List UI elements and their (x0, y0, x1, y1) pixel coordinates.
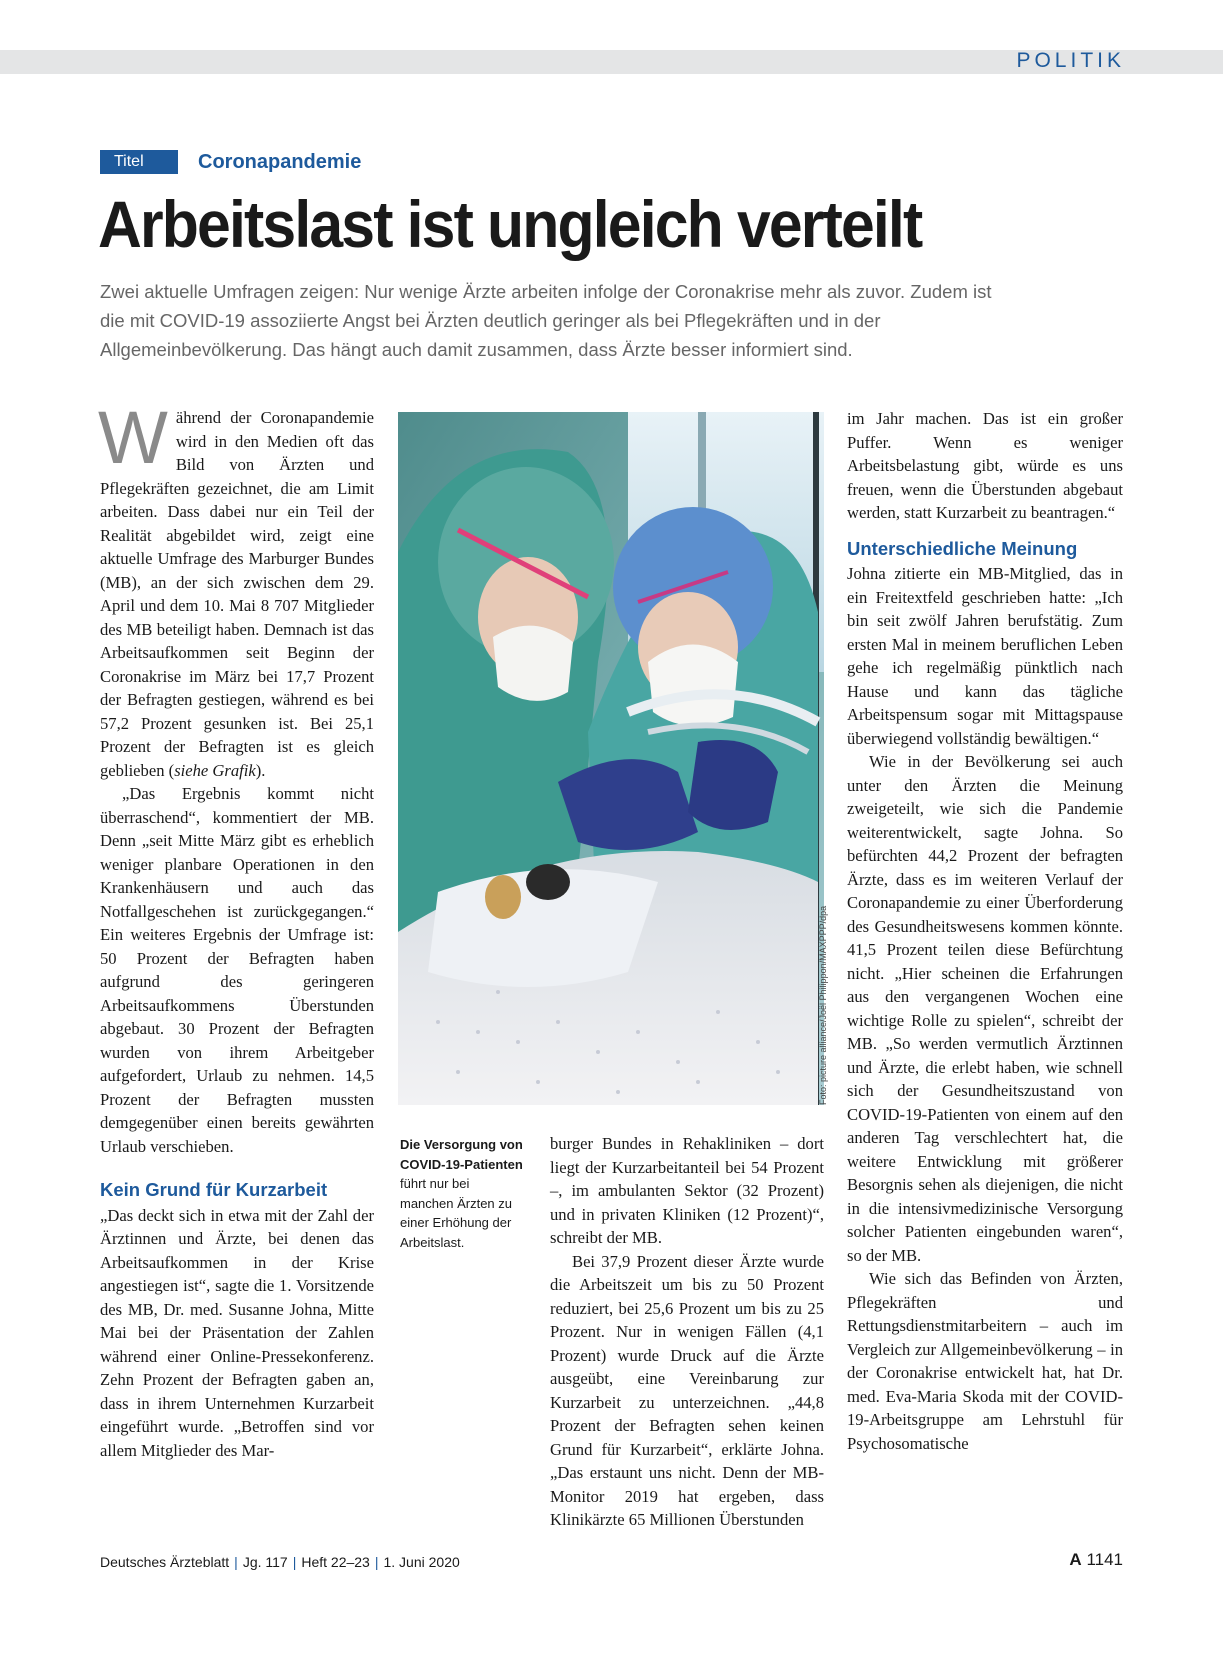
text-column-1 (98, 396, 374, 1462)
page-number (1069, 1550, 1123, 1570)
paragraph (98, 396, 374, 782)
article-lead: Zwei aktuelle Umfragen zeigen: Nur wenige Ärzte arbeiten infolge der Coronakrise mehr als zuvor. Zudem ist die mit COVID-19 assoziierte Angst bei Ärzten deutlich geringer als bei Pflegekräften und in der Allgemeinbevölkerung. Das hängt auch damit zusammen, dass Ärzte besser informiert sind. (100, 281, 992, 360)
figure-reference: siehe Grafik (174, 760, 256, 780)
paragraph: „Das Ergebnis kommt nicht überraschend“, kommentiert der MB. Denn „seit Mitte März gibt es erheblich weniger planbare Operationen in den Krankenhäusern und auch das Notfallgeschehen ist zurückgegangen.“ Ein weiteres Ergebnis der Umfrage ist: 50 Prozent der Befragten haben aufgrund des geringeren Arbeitsaufkommens Überstunden abgebaut. 30 Prozent der Befragten wurden von ihrem Arbeitgeber aufgefordert, Urlaub zu nehmen. 14,5 Prozent der Befragten mussten demgegenüber einen bereits gewährten Urlaub verschieben. (100, 784, 374, 1156)
paragraph: „Das deckt sich in etwa mit der Zahl der Ärztinnen und Ärzte, bei denen das Arbeitsaufkommen in der Krise angestiegen ist“, sagte die 1. Vorsitzende des MB, Dr. med. Susanne Johna, Mitte Mai bei der Präsentation der Zahlen während einer Online-Pressekonferenz. Zehn Prozent der Befragten gaben an, dass in ihrem Unternehmen Kurzarbeit eingeführt wurde. „Betroffen sind vor allem Mitglieder des Mar- (100, 1205, 374, 1460)
photo-caption (400, 1135, 524, 1252)
section-label: POLITIK (1016, 49, 1125, 72)
page-prefix: A (1069, 1550, 1082, 1569)
page-footer (100, 1554, 460, 1570)
paragraph: im Jahr machen. Das ist ein großer Puffer. Wenn es weniger Arbeitsbelastung gibt, würde es uns freuen, wenn die Überstunden abgebaut werden, statt Kurzarbeit zu beantragen.“ (847, 409, 1123, 522)
subheading: Unterschiedliche Meinung (847, 537, 1078, 559)
paragraph: Wie in der Bevölkerung sei auch unter den Ärzten die Meinung zweigeteilt, wie sich die Pandemie weiterentwickelt, sagte Johna. So befürchten 44,2 Prozent der befragten Ärzte, dass es im weiteren Verlauf der Coronapandemie zu einer Überforderung des Gesundheitswesens kommen könnte. 41,5 Prozent teilen diese Befürchtung nicht. „Hier scheinen die Erfahrungen aus den vergangenen Wochen eine wichtige Rolle zu spielen“, schreibt der MB. „So werden vermutlich Ärztinnen und Ärzte, die erlebt haben, wie schnell sich der Gesundheitszustand von COVID-19-Patienten von einem auf den anderen Tag verschlechtert hat, die weitere Entwicklung mit größerer Besorgnis sehen als diejenigen, die nicht in die intensivmedizinische Versorgung solcher Patienten eingebunden waren“, so der MB. (847, 752, 1123, 1265)
drop-cap: W (98, 396, 168, 479)
article-photo (398, 412, 824, 1105)
paragraph-text: ). (255, 760, 266, 780)
subheading: Kein Grund für Kurzarbeit (100, 1179, 328, 1200)
paragraph: burger Bundes in Rehakliniken – dort liegt der Kurzarbeitanteil bei 54 Prozent –, im ambulanten Sektor (32 Prozent) und in privaten Kliniken (12 Prozent)“, schreibt der MB. (550, 1134, 824, 1247)
journal-name: Deutsches Ärzteblatt (100, 1554, 230, 1570)
article-tag: Titel (100, 150, 178, 174)
text-column-3 (550, 1132, 824, 1532)
caption-lead: Die Versorgung von COVID-19-Patienten (400, 1137, 523, 1172)
issue-date: 1. Juni 2020 (383, 1554, 460, 1570)
caption-text: führt nur bei manchen Ärzten zu einer Erhöhung der Arbeitslast. (400, 1176, 513, 1250)
footer-divider: | (234, 1554, 238, 1570)
page-number-value: 1141 (1086, 1550, 1123, 1569)
article-headline: Arbeitslast ist ungleich verteilt (98, 187, 922, 261)
footer-divider: | (374, 1554, 379, 1570)
journal-volume: Jg. 117 (242, 1554, 288, 1570)
journal-issue: Heft 22–23 (301, 1554, 370, 1570)
photo-credit: Foto: picture alliance/Joël Philippon/MAXPPP/dpa (818, 905, 828, 1105)
paragraph: Johna zitierte ein MB-Mitglied, das in ein Freitextfeld geschrieben hatte: „Ich bin seit zwölf Jahren berufstätig. Zum ersten Mal in meinem beruflichen Leben gehe ich regelmäßig pünktlich nach Hause und kann das tägliche Arbeitspensum sogar mit Mittagspause überwiegend vollständig bewältigen.“ (847, 564, 1123, 748)
article-kicker: Coronapandemie (198, 151, 362, 173)
footer-divider: | (292, 1554, 297, 1570)
text-column-4 (847, 407, 1123, 1455)
paragraph: Wie sich das Befinden von Ärzten, Pflegekräften und Rettungsdienstmitarbeitern – auch im Vergleich zur Allgemeinbevölkerung – in der Coronakrise entwickelt hat, hat Dr. med. Eva-Maria Skoda mit der COVID-19-Arbeitsgruppe am Lehrstuhl für Psychosomatische (847, 1269, 1123, 1453)
paragraph-text: ährend der Coronapandemie wird in den Medien oft das Bild von Ärzten und Pflegekräften gezeichnet, die am Limit arbeiten. Dass dabei nur ein Teil der Realität abgebildet wird, zeigt eine aktuelle Umfrage des Marburger Bundes (MB), an der sich zwischen dem 29. April und dem 10. Mai 8 707 Mitglieder des MB beteiligt haben. Demnach ist das Arbeitsaufkommen seit Beginn der Coronakrise im März bei 17,7 Prozent der Befragten gestiegen, während es bei 57,2 Prozent gesunken ist. Bei 25,1 Prozent der Befragten ist es gleich geblieben ( (100, 408, 374, 780)
paragraph: Bei 37,9 Prozent dieser Ärzte wurde die Arbeitszeit um bis zu 50 Prozent reduziert, bei 25,6 Prozent um bis zu 25 Prozent. Nur in wenigen Fällen (4,1 Prozent) wurde Druck auf die Ärzte ausgeübt, eine Vereinbarung zur Kurzarbeit zu unterzeichnen. „44,8 Prozent der Befragten sehen keinen Grund für Kurzarbeit“, erklärte Johna. „Das erstaunt uns nicht. Denn der MB-Monitor 2019 hat ergeben, dass Klinikärzte 65 Millionen Überstunden (550, 1251, 824, 1529)
